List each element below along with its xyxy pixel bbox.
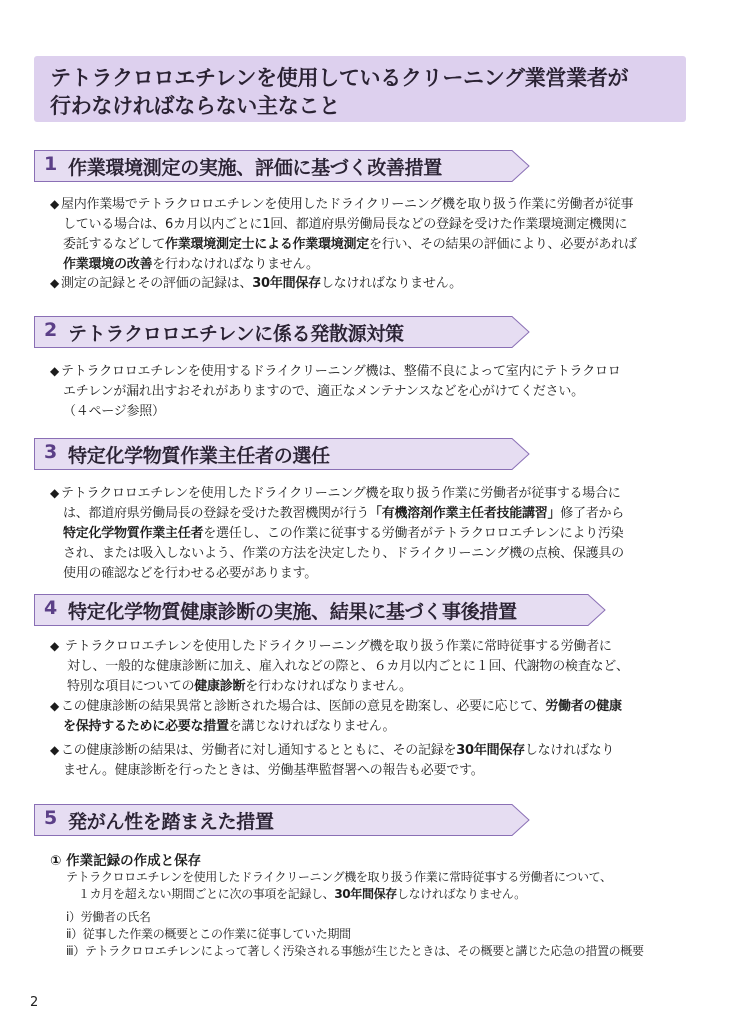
- page-title-line-1: テトラクロロエチレンを使用しているクリーニング業営業者が: [50, 66, 629, 90]
- section-5-number: 5: [44, 807, 58, 829]
- section-5-title: 発がん性を踏まえた措置: [68, 811, 274, 833]
- section-1-text: 屋内作業場でテトラクロロエチレンを使用したドライクリーニング機を取り扱う作業に労働者が従事: [60, 197, 634, 212]
- section-4-text: を行わなければなりません。: [245, 679, 412, 694]
- section-3-text: 使用の確認などを行わせる必要があります。: [63, 566, 317, 581]
- section-4-title: 特定化学物質健康診断の実施、結果に基づく事後措置: [68, 601, 517, 623]
- bullet-diamond-icon: ◆: [50, 364, 59, 378]
- bullet-diamond-icon: ◆: [50, 486, 59, 500]
- section-4-emphasis: 労働者の健康: [545, 699, 622, 714]
- section-1-text: を行わなければなりません。: [152, 257, 319, 272]
- section-4-text: 特別な項目についての: [67, 679, 195, 694]
- section-4-emphasis: 健康診断: [194, 679, 246, 694]
- section-4-emphasis: を保持するために必要な措置: [63, 719, 229, 734]
- section-4-text: この健康診断の結果異常と診断された場合は、医師の意見を勘案し、必要に応じて、: [60, 699, 546, 714]
- section-1-title: 作業環境測定の実施、評価に基づく改善措置: [68, 157, 443, 179]
- section-4-number: 4: [44, 597, 58, 619]
- section-1-text: を行い、その結果の評価により、必要があれば: [369, 237, 637, 252]
- section-4-paragraph-3: [50, 740, 614, 781]
- section-2-text: テトラクロロエチレンを使用するドライクリーニング機は、整備不良によって室内にテトラクロロ: [60, 364, 621, 379]
- section-4-text: この健康診断の結果は、労働者に対し通知するとともに、その記録を: [60, 743, 457, 758]
- section-3-text: を選任し、この作業に従事する労働者がテトラクロロエチレンにより汚染: [203, 526, 624, 541]
- section-3-title: 特定化学物質作業主任者の選任: [68, 445, 330, 467]
- section-1-heading: [34, 150, 530, 182]
- section-4-paragraph-2: [50, 696, 622, 737]
- bullet-diamond-icon: ◆: [50, 743, 59, 757]
- bullet-diamond-icon: ◆: [50, 699, 59, 713]
- section-3-emphasis: 「有機溶剤作業主任者技能講習」: [369, 506, 561, 521]
- section-1-number: 1: [44, 153, 58, 175]
- section-5-text: １カ月を超えない期間ごとに次の事項を記録し、: [78, 887, 335, 901]
- section-5-subheading: ① 作業記録の作成と保存: [50, 853, 202, 869]
- section-4-text: テトラクロロエチレンを使用したドライクリーニング機を取り扱う作業に常時従事する労働者に: [60, 639, 612, 654]
- page-number: 2: [30, 995, 39, 1010]
- section-1-text: している場合は、6カ月以内ごとに1回、都道府県労働局長などの登録を受けた作業環境測定機関に: [63, 217, 628, 232]
- section-5-paragraph-1: [66, 869, 612, 903]
- section-3-text: は、都道府県労働局長の登録を受けた教習機関が行う: [63, 506, 370, 521]
- section-1-text: 測定の記録とその評価の記録は、: [60, 276, 253, 291]
- list-item: ⅰ）労働者の氏名: [66, 910, 151, 924]
- section-3-text: 修了者から: [560, 506, 625, 521]
- section-1-paragraph-1: [50, 194, 637, 275]
- section-4-emphasis: 30年間保存: [456, 743, 525, 758]
- section-5-record-items: [66, 909, 644, 960]
- section-2-text: エチレンが漏れ出すおそれがありますので、適正なメンテナンスなどを心がけてください。: [63, 384, 584, 399]
- section-3-paragraph-1: [50, 483, 624, 584]
- section-1-text: しなければなりません。: [320, 276, 462, 291]
- section-1-emphasis: 30年間保存: [252, 276, 321, 291]
- section-2-page-reference: （４ページ参照）: [63, 404, 165, 419]
- bullet-diamond-icon: ◆: [50, 639, 59, 653]
- section-4-heading: [34, 594, 606, 626]
- bullet-diamond-icon: ◆: [50, 197, 59, 211]
- section-5-text: しなければなりません。: [396, 887, 526, 901]
- section-3-number: 3: [44, 441, 58, 463]
- section-4-text: ません。健康診断を行ったときは、労働基準監督署への報告も必要です。: [63, 763, 484, 778]
- section-4-text: を講じなければなりません。: [228, 719, 396, 734]
- section-4-text: しなければなり: [524, 743, 615, 758]
- list-item: ⅲ）テトラクロロエチレンによって著しく汚染される事態が生じたときは、その概要と講じた応急の措置の概要: [66, 944, 644, 958]
- section-2-heading: [34, 316, 530, 348]
- list-item: ⅱ）従事した作業の概要とこの作業に従事していた期間: [66, 927, 351, 941]
- page-title-box: [34, 56, 686, 122]
- bullet-diamond-icon: ◆: [50, 276, 59, 290]
- section-5-heading: [34, 804, 530, 836]
- section-4-text: 対し、一般的な健康診断に加え、雇入れなどの際と、６カ月以内ごとに１回、代謝物の検査など、: [67, 659, 629, 674]
- section-4-paragraph-1: [50, 636, 629, 697]
- section-2-number: 2: [44, 319, 58, 341]
- section-3-text: テトラクロロエチレンを使用したドライクリーニング機を取り扱う作業に労働者が従事する場合に: [60, 486, 621, 501]
- section-1-emphasis: 作業環境測定士による作業環境測定: [165, 237, 370, 252]
- section-2-paragraph-1: [50, 361, 621, 422]
- section-3-emphasis: 特定化学物質作業主任者: [63, 526, 204, 541]
- section-1-text: 委託するなどして: [63, 237, 166, 252]
- section-5-emphasis: 30年間保存: [334, 887, 397, 901]
- section-2-title: テトラクロロエチレンに係る発散源対策: [68, 323, 404, 345]
- section-3-text: され、または吸入しないよう、作業の方法を決定したり、ドライクリーニング機の点検、保護具の: [63, 546, 624, 561]
- section-1-emphasis: 作業環境の改善: [63, 257, 153, 272]
- section-3-heading: [34, 438, 530, 470]
- section-5-text: テトラクロロエチレンを使用したドライクリーニング機を取り扱う作業に常時従事する労働者について、: [66, 870, 612, 884]
- page-title-line-2: 行わなければならない主なこと: [50, 94, 340, 118]
- section-1-paragraph-2: [50, 273, 462, 294]
